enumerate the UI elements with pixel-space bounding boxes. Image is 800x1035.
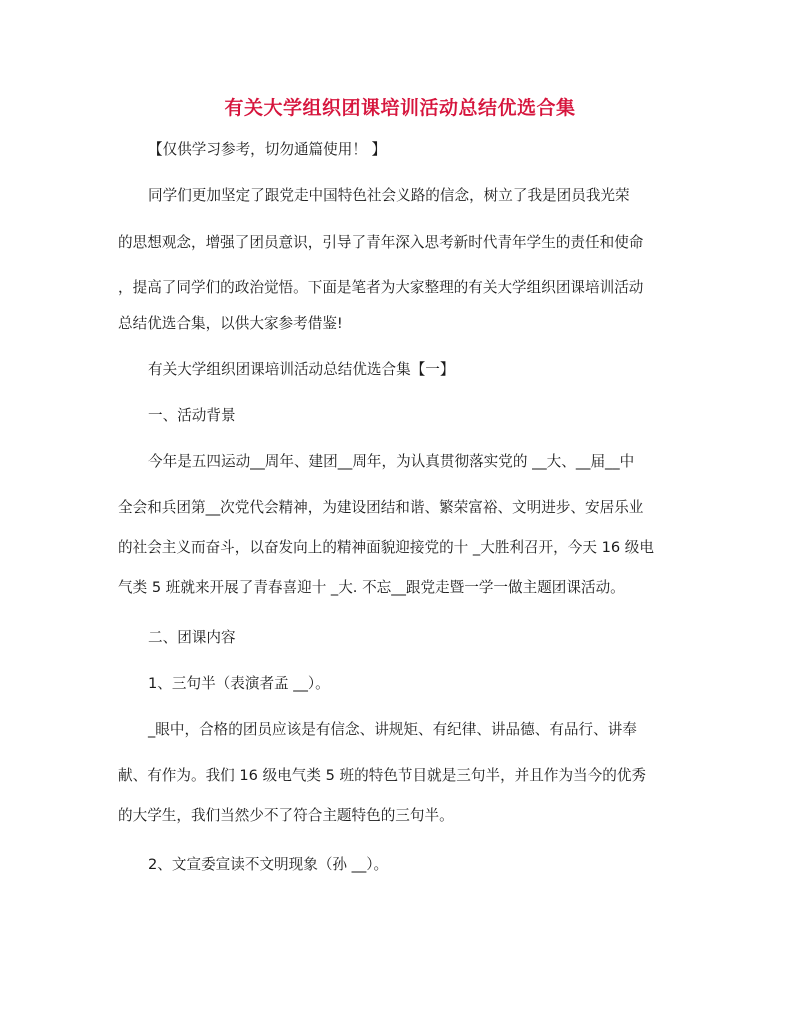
heading-background: 一、活动背景 — [148, 407, 236, 424]
intro-line-2: 的思想观念，增强了团员意识，引导了青年深入思考新时代青年学生的责任和使命 — [118, 234, 644, 251]
document-title: 有关大学组织团课培训活动总结优选合集 — [224, 97, 576, 119]
item-one-line-3: 的大学生，我们当然少不了符合主题特色的三句半。 — [118, 807, 454, 824]
background-line-1: 今年是五四运动__周年、建团__周年，为认真贯彻落实党的 __大、__届__中 — [148, 453, 635, 470]
heading-content: 二、团课内容 — [148, 629, 236, 646]
background-line-3: 的社会主义而奋斗，以奋发向上的精神面貌迎接党的十 _大胜利召开，今天 16 级电 — [118, 539, 654, 556]
intro-line-1: 同学们更加坚定了跟党走中国特色社会义路的信念，树立了我是团员我光荣 — [148, 187, 630, 204]
intro-line-4: 总结优选合集，以供大家参考借鉴! — [118, 315, 343, 332]
section-one-title: 有关大学组织团课培训活动总结优选合集【一】 — [148, 361, 455, 378]
item-one-title: 1、三句半（表演者孟 __）。 — [148, 675, 330, 692]
background-line-2: 全会和兵团第__次党代会精神，为建设团结和谐、繁荣富裕、文明进步、安居乐业 — [118, 499, 644, 516]
item-one-line-2: 献、有作为。我们 16 级电气类 5 班的特色节目就是三句半，并且作为当今的优秀 — [118, 767, 647, 784]
usage-notice: 【仅供学习参考，切勿通篇使用！ 】 — [148, 141, 387, 158]
intro-line-3: ，提高了同学们的政治觉悟。下面是笔者为大家整理的有关大学组织团课培训活动 — [118, 279, 644, 296]
background-line-4: 气类 5 班就来开展了青春喜迎十 _大. 不忘__跟党走暨一学一做主题团课活动。 — [118, 579, 625, 596]
item-two-title: 2、文宣委宣读不文明现象（孙 __）。 — [148, 856, 389, 873]
item-one-line-1: _眼中，合格的团员应该是有信念、讲规矩、有纪律、讲品德、有品行、讲奉 — [148, 721, 637, 738]
